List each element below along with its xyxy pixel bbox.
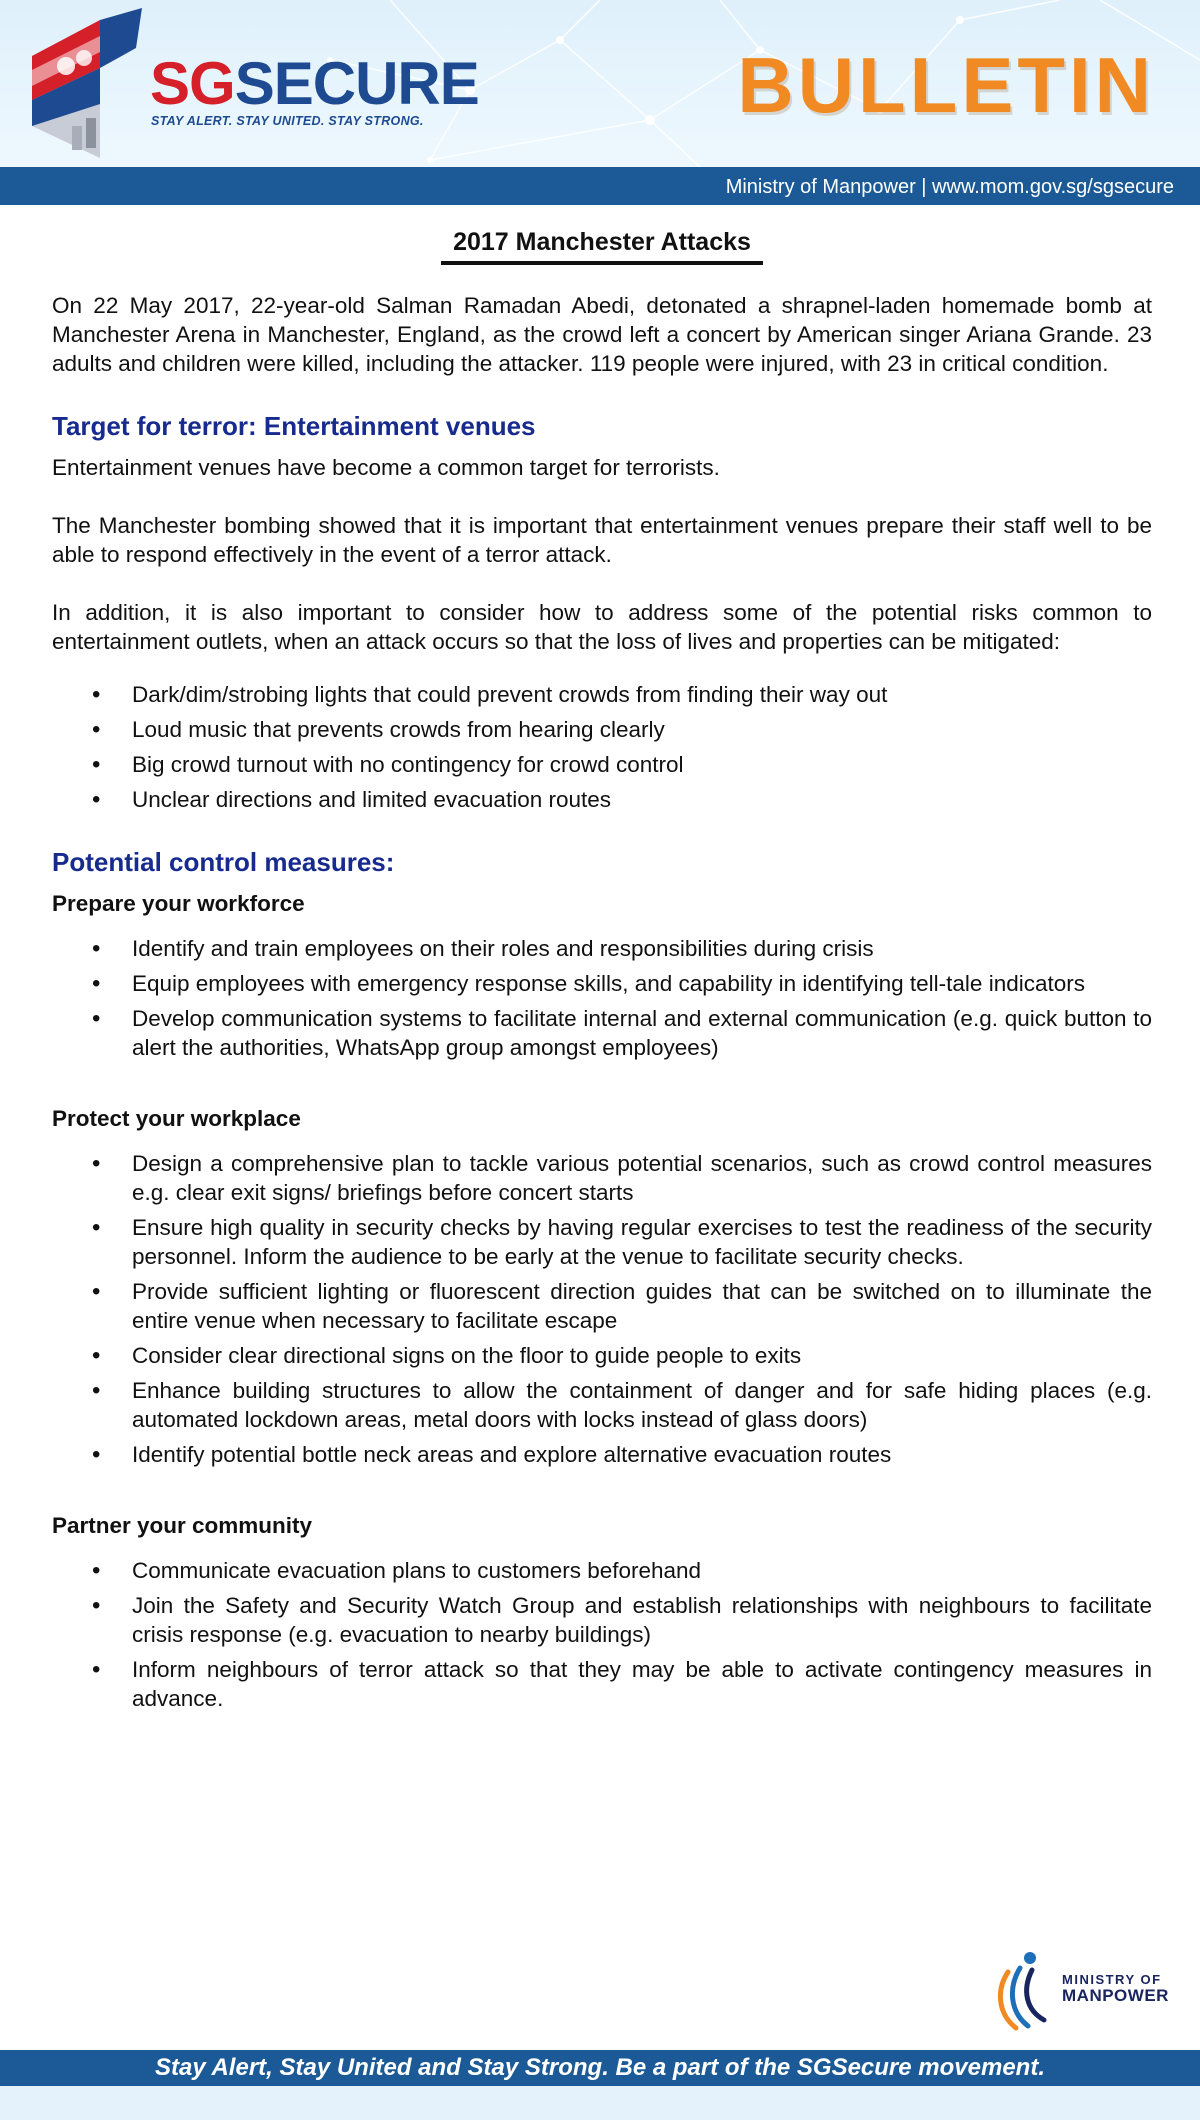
paragraph: In addition, it is also important to consider how to address some of the potential risks common to entertainment outlets, when an attack occurs so that the loss of lives and properties can be mitigated: xyxy=(52,600,1152,654)
intro-paragraph: On 22 May 2017, 22-year-old Salman Ramadan Abedi, detonated a shrapnel-laden homemade bomb at Manchester Arena in Manchester, England, as the crowd left a concert by American singer Ariana Grande. 23 adults and children were killed, including the attacker. 119 people were injured, with 23 in critical condition. xyxy=(52,293,1152,376)
list-item: • Enhance building structures to allow the containment of danger and for safe hiding places (e.g. automated lockdown areas, metal doors with locks instead of glass doors) xyxy=(52,1376,1152,1434)
section-heading-measures: Potential control measures: xyxy=(52,847,395,877)
subheading-community: Partner your community xyxy=(52,1513,313,1538)
ministry-line: Ministry of Manpower | www.mom.gov.sg/sgsecure xyxy=(725,176,1174,198)
subheading-workforce: Prepare your workforce xyxy=(52,891,305,916)
list-item: • Develop communication systems to facilitate internal and external communication (e.g. quick button to alert the authorities, WhatsApp group amongst employees) xyxy=(52,1004,1152,1062)
bulletin-content xyxy=(52,220,1152,1719)
list-item: • Ensure high quality in security checks by having regular exercises to test the readiness of the security personnel. Inform the audience to be early at the venue to facilitate security checks. xyxy=(52,1213,1152,1271)
slogan-text: Stay Alert, Stay United and Stay Strong. Be a part of the SGSecure movement. xyxy=(155,2054,1045,2081)
paragraph: Entertainment venues have become a common target for terrorists. xyxy=(52,455,720,480)
brand-tagline: STAY ALERT. STAY UNITED. STAY STRONG. xyxy=(151,114,424,128)
list-item: • Dark/dim/strobing lights that could prevent crowds from finding their way out xyxy=(52,680,1152,709)
community-list xyxy=(52,1556,1152,1713)
list-item: • Provide sufficient lighting or fluorescent direction guides that can be switched on to illuminate the entire venue when necessary to facilitate escape xyxy=(52,1277,1152,1335)
list-item: • Unclear directions and limited evacuation routes xyxy=(52,785,1152,814)
list-item: • Inform neighbours of terror attack so that they may be able to activate contingency measures in advance. xyxy=(52,1655,1152,1713)
document-title: 2017 Manchester Attacks xyxy=(52,228,1152,265)
list-item: • Identify and train employees on their roles and responsibilities during crisis xyxy=(52,934,1152,963)
mom-logo xyxy=(994,1950,1060,2034)
subheading-workplace: Protect your workplace xyxy=(52,1106,301,1131)
workforce-list xyxy=(52,934,1152,1062)
paragraph: The Manchester bombing showed that it is important that entertainment venues prepare their staff well to be able to respond effectively in the event of a terror attack. xyxy=(52,513,1152,567)
mom-wordmark xyxy=(1062,1972,1169,2004)
sgsecure-logo xyxy=(26,8,146,158)
list-item: • Join the Safety and Security Watch Group and establish relationships with neighbours to facilitate crisis response (e.g. evacuation to nearby buildings) xyxy=(52,1591,1152,1649)
ministry-bar xyxy=(0,167,1200,205)
footer-strip xyxy=(0,2086,1200,2120)
list-item: • Loud music that prevents crowds from hearing clearly xyxy=(52,715,1152,744)
mom-line2: MANPOWER xyxy=(1062,1986,1169,2005)
risk-list xyxy=(52,680,1152,814)
list-item: • Design a comprehensive plan to tackle various potential scenarios, such as crowd control measures e.g. clear exit signs/ briefings before concert starts xyxy=(52,1149,1152,1207)
list-item: • Equip employees with emergency response skills, and capability in identifying tell-tale indicators xyxy=(52,969,1152,998)
list-item: • Big crowd turnout with no contingency for crowd control xyxy=(52,750,1152,779)
list-item: • Consider clear directional signs on the floor to guide people to exits xyxy=(52,1341,1152,1370)
brand-wordmark xyxy=(150,50,479,117)
brand-sg: SG xyxy=(150,50,235,117)
list-item: • Communicate evacuation plans to customers beforehand xyxy=(52,1556,1152,1585)
list-item: • Identify potential bottle neck areas and explore alternative evacuation routes xyxy=(52,1440,1152,1469)
workplace-list xyxy=(52,1149,1152,1469)
header-banner xyxy=(0,0,1200,167)
section-heading-target: Target for terror: Entertainment venues xyxy=(52,411,536,441)
mom-line1: MINISTRY OF xyxy=(1062,1972,1162,1987)
slogan-bar xyxy=(0,2050,1200,2086)
brand-secure: SECURE xyxy=(234,50,479,117)
bulletin-title: BULLETIN xyxy=(737,41,1155,129)
